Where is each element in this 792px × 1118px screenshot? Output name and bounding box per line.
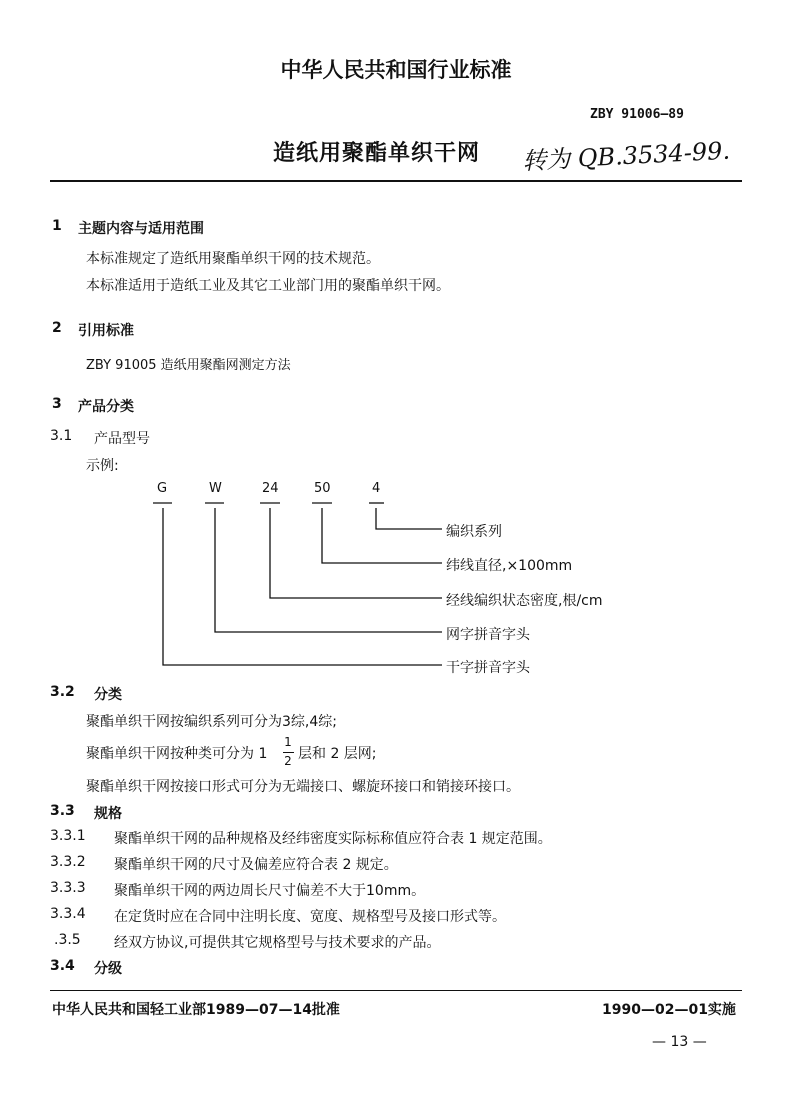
example-label: 示例: <box>86 458 119 474</box>
section-1-para-1: 本标准规定了造纸用聚酯单织干网的技术规范。 <box>86 251 380 267</box>
label-net-initial: 网字拼音字头 <box>446 627 530 643</box>
section-3-1-heading: 产品型号 <box>94 431 150 447</box>
section-3-2-heading: 分类 <box>94 687 122 703</box>
reference-standard: ZBY 91005 造纸用聚酯网测定方法 <box>86 358 291 373</box>
section-3-heading: 产品分类 <box>78 399 134 415</box>
connector-w <box>215 508 442 632</box>
org-title: 中华人民共和国行业标准 <box>280 58 512 82</box>
code-w: W <box>209 481 222 496</box>
page-number: — 13 — <box>652 1034 707 1050</box>
code-g: G <box>157 481 168 496</box>
code-series: 4 <box>372 481 381 496</box>
standard-number: ZBY 91006—89 <box>590 107 684 122</box>
connector-diameter <box>322 508 442 563</box>
fraction-bar <box>283 752 294 753</box>
section-3-2-number: 3.2 <box>50 684 75 700</box>
item-3-3-2-number: 3.3.2 <box>50 854 86 870</box>
connector-series <box>376 508 442 529</box>
section-2-heading: 引用标准 <box>78 323 134 339</box>
item-3-3-5-number: .3.5 <box>54 932 81 948</box>
section-3-1-number: 3.1 <box>50 428 73 444</box>
section-1-number: 1 <box>52 218 62 234</box>
label-warp-density: 经线编织状态密度,根/cm <box>446 593 603 609</box>
code-diameter: 50 <box>314 481 331 496</box>
section-3-2-para-1: 聚酯单织干网按编织系列可分为3综,4综; <box>86 714 337 730</box>
approval-line: 中华人民共和国轻工业部1989—07—14批准 <box>52 1002 340 1018</box>
item-3-3-4-number: 3.3.4 <box>50 906 86 922</box>
item-3-3-3-text: 聚酯单织干网的两边周长尺寸偏差不大于10mm。 <box>114 883 426 899</box>
section-3-2-para-2b: 层和 2 层网; <box>298 746 377 762</box>
label-dry-initial: 干字拼音字头 <box>446 660 530 676</box>
document-title: 造纸用聚酯单织干网 <box>273 141 481 166</box>
section-3-2-para-2a: 聚酯单织干网按种类可分为 1 <box>86 746 268 762</box>
connector-density <box>270 508 442 598</box>
connector-g <box>163 508 442 665</box>
section-2-number: 2 <box>52 320 62 336</box>
item-3-3-2-text: 聚酯单织干网的尺寸及偏差应符合表 2 规定。 <box>114 857 398 873</box>
section-3-3-heading: 规格 <box>94 806 122 822</box>
item-3-3-4-text: 在定货时应在合同中注明长度、宽度、规格型号及接口形式等。 <box>114 909 506 925</box>
item-3-3-1-number: 3.3.1 <box>50 828 86 844</box>
section-3-4-heading: 分级 <box>94 961 122 977</box>
item-3-3-5-text: 经双方协议,可提供其它规格型号与技术要求的产品。 <box>114 935 441 951</box>
item-3-3-3-number: 3.3.3 <box>50 880 86 896</box>
label-weave-series: 编织系列 <box>446 524 502 540</box>
item-3-3-1-text: 聚酯单织干网的品种规格及经纬密度实际标称值应符合表 1 规定范围。 <box>114 831 552 847</box>
section-3-2-para-3: 聚酯单织干网按接口形式可分为无端接口、螺旋环接口和销接环接口。 <box>86 779 520 795</box>
code-density: 24 <box>262 481 279 496</box>
section-3-number: 3 <box>52 396 62 412</box>
label-weft-diameter: 纬线直径,×100mm <box>446 558 573 574</box>
fraction-numerator: 1 <box>284 735 292 749</box>
implementation-date: 1990—02—01实施 <box>602 1002 736 1018</box>
section-1-para-2: 本标准适用于造纸工业及其它工业部门用的聚酯单织干网。 <box>86 278 450 294</box>
section-3-4-number: 3.4 <box>50 958 75 974</box>
footer-rule <box>50 990 742 991</box>
fraction-denominator: 2 <box>284 754 292 768</box>
section-1-heading: 主题内容与适用范围 <box>78 221 204 237</box>
section-3-3-number: 3.3 <box>50 803 75 819</box>
handwritten-note: 转为 QB.3534-99. <box>521 136 731 176</box>
